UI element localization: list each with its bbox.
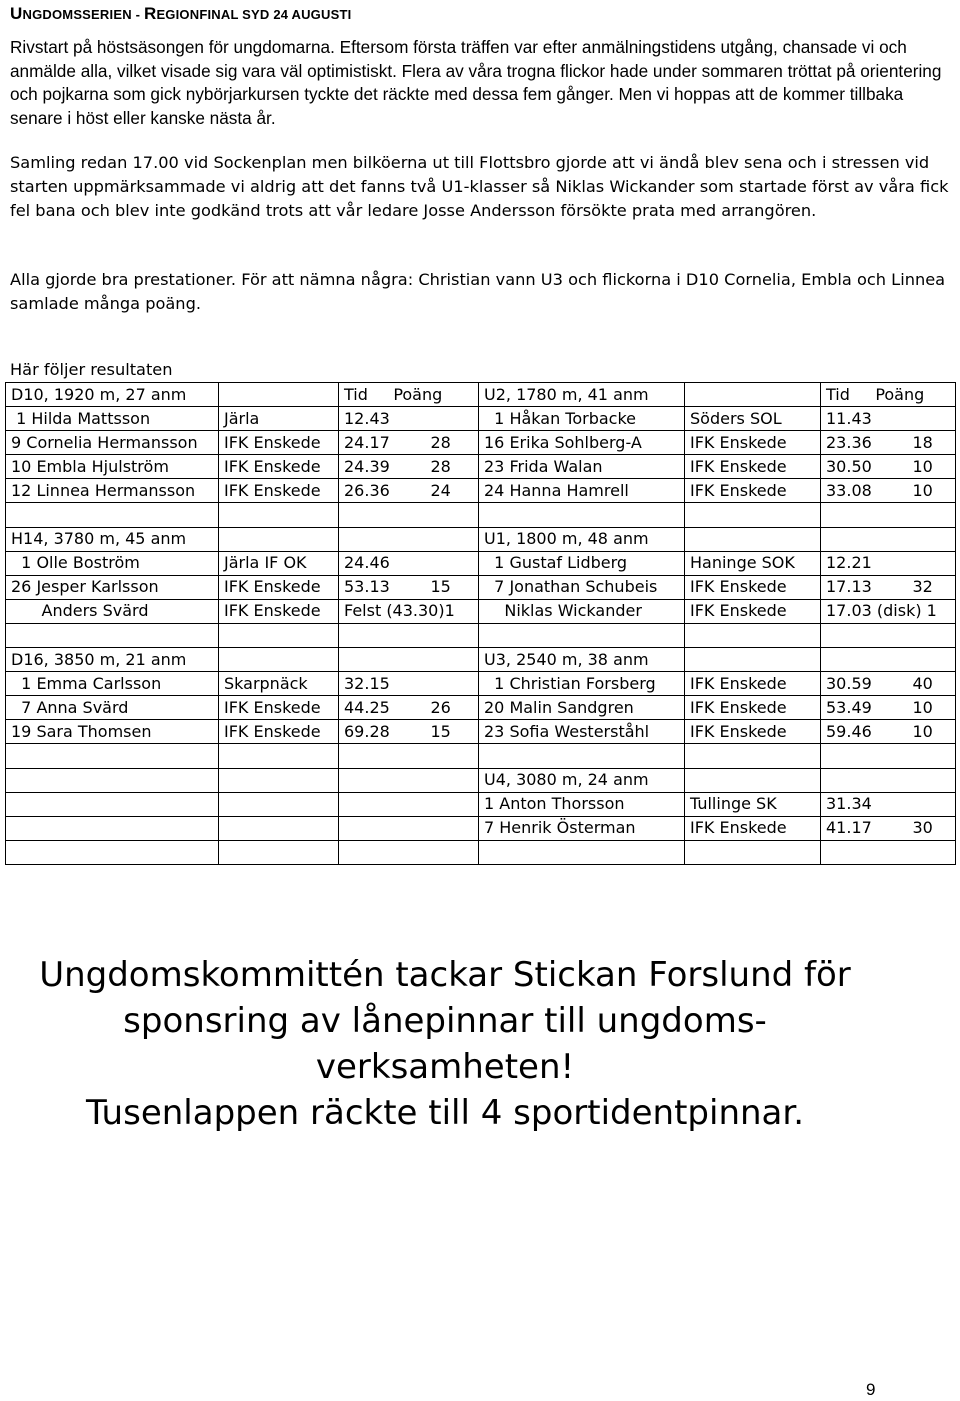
table-cell: Järla: [219, 407, 339, 431]
title-lead: U: [10, 4, 23, 23]
table-cell: [685, 744, 821, 768]
table-row: [6, 503, 956, 527]
footer-line-3: verksamheten!: [315, 1047, 575, 1087]
table-cell: IFK Enskede: [685, 672, 821, 696]
table-row: [6, 527, 956, 551]
table-cell: IFK Enskede: [685, 696, 821, 720]
table-cell: IFK Enskede: [685, 720, 821, 744]
table-cell: 30.59 40: [821, 672, 956, 696]
table-cell: D10, 1920 m, 27 anm: [6, 383, 219, 407]
table-row: [6, 623, 956, 647]
table-cell: 53.13 15: [339, 575, 479, 599]
table-cell: IFK Enskede: [685, 599, 821, 623]
table-cell: 26.36 24: [339, 479, 479, 503]
table-cell: 16 Erika Sohlberg-A: [479, 431, 685, 455]
table-cell: IFK Enskede: [219, 575, 339, 599]
table-cell: [339, 792, 479, 816]
table-row: [6, 696, 956, 720]
footer-line-4: Tusenlappen räckte till 4 sportidentpinnar.: [85, 1093, 805, 1133]
table-cell: 41.17 30: [821, 816, 956, 840]
table-cell: 7 Jonathan Schubeis: [479, 575, 685, 599]
table-cell: 9 Cornelia Hermansson: [6, 431, 219, 455]
table-cell: [479, 840, 685, 864]
table-cell: Niklas Wickander: [479, 599, 685, 623]
table-cell: [821, 623, 956, 647]
table-row: [6, 479, 956, 503]
table-cell: IFK Enskede: [219, 696, 339, 720]
table-cell: 59.46 10: [821, 720, 956, 744]
table-row: [6, 792, 956, 816]
table-cell: [6, 840, 219, 864]
table-cell: Järla IF OK: [219, 551, 339, 575]
table-cell: 1 Anton Thorsson: [479, 792, 685, 816]
table-cell: [219, 744, 339, 768]
table-cell: [6, 503, 219, 527]
table-cell: Skarpnäck: [219, 672, 339, 696]
table-cell: [6, 623, 219, 647]
table-cell: [685, 383, 821, 407]
table-cell: [685, 648, 821, 672]
table-cell: IFK Enskede: [219, 431, 339, 455]
table-row: [6, 816, 956, 840]
table-cell: [219, 383, 339, 407]
table-cell: [6, 768, 219, 792]
table-cell: [219, 792, 339, 816]
table-cell: 53.49 10: [821, 696, 956, 720]
table-cell: [339, 503, 479, 527]
table-cell: 12.43: [339, 407, 479, 431]
table-cell: IFK Enskede: [219, 599, 339, 623]
table-cell: [685, 503, 821, 527]
table-cell: U4, 3080 m, 24 anm: [479, 768, 685, 792]
table-cell: Söders SOL: [685, 407, 821, 431]
table-cell: IFK Enskede: [219, 479, 339, 503]
table-cell: [685, 840, 821, 864]
title-rest2: EGIONFINAL SYD 24 AUGUSTI: [156, 7, 352, 22]
table-cell: 20 Malin Sandgren: [479, 696, 685, 720]
table-cell: 12.21: [821, 551, 956, 575]
table-cell: IFK Enskede: [685, 431, 821, 455]
table-cell: [219, 527, 339, 551]
gathering-paragraph: Samling redan 17.00 vid Sockenplan men bilköerna ut till Flottsbro gjorde att vi ändå blev sena och i stressen vid starten uppmärksammade vi aldrig att det fanns två U1-klasser så Niklas Wickander som startade först av våra fick fel bana och blev inte godkänd trots att vår ledare Josse Andersson försökte prata med arrangören.: [10, 153, 949, 220]
table-cell: [6, 792, 219, 816]
table-cell: [685, 527, 821, 551]
table-cell: 7 Anna Svärd: [6, 696, 219, 720]
table-cell: 69.28 15: [339, 720, 479, 744]
table-cell: [219, 648, 339, 672]
results-table-body: [6, 383, 956, 865]
table-row: [6, 551, 956, 575]
table-cell: [479, 744, 685, 768]
table-cell: Haninge SOK: [685, 551, 821, 575]
intro-paragraph: Rivstart på höstsäsongen för ungdomarna. Eftersom första träffen var efter anmälningstidens utgång, chansade vi och anmälde alla, vilket visade sig vara väl optimistiskt. Flera av våra trogna flickor hade under sommaren tröttat på orientering och pojkarna som gick nybörjarkursen tyckte det räckte med dessa fem gånger. Men vi hoppas att de kommer tillbaka senare i höst eller kanske nästa år.: [10, 37, 942, 128]
table-cell: 1 Christian Forsberg: [479, 672, 685, 696]
table-cell: 17.03 (disk) 1: [821, 599, 956, 623]
table-row: [6, 599, 956, 623]
table-cell: 12 Linnea Hermansson: [6, 479, 219, 503]
performance-paragraph: Alla gjorde bra prestationer. För att nämna några: Christian vann U3 och flickorna i D10 Cornelia, Embla och Linnea samlade många poäng.: [10, 270, 946, 313]
table-cell: 1 Håkan Torbacke: [479, 407, 685, 431]
table-cell: Anders Svärd: [6, 599, 219, 623]
table-row: [6, 720, 956, 744]
table-row: [6, 455, 956, 479]
results-intro: Här följer resultaten: [10, 360, 173, 379]
table-cell: [821, 503, 956, 527]
table-cell: [219, 623, 339, 647]
table-cell: [821, 768, 956, 792]
table-cell: U3, 2540 m, 38 anm: [479, 648, 685, 672]
footer-message: [20, 952, 870, 1136]
table-cell: IFK Enskede: [219, 720, 339, 744]
table-row: [6, 407, 956, 431]
table-cell: 24 Hanna Hamrell: [479, 479, 685, 503]
table-cell: [685, 768, 821, 792]
table-cell: 1 Gustaf Lidberg: [479, 551, 685, 575]
table-cell: Tid Poäng: [821, 383, 956, 407]
table-cell: H14, 3780 m, 45 anm: [6, 527, 219, 551]
table-cell: Felst (43.30)1: [339, 599, 479, 623]
table-cell: IFK Enskede: [685, 816, 821, 840]
table-cell: 32.15: [339, 672, 479, 696]
table-cell: IFK Enskede: [685, 455, 821, 479]
table-cell: [479, 623, 685, 647]
table-cell: IFK Enskede: [685, 575, 821, 599]
table-row: [6, 768, 956, 792]
table-cell: 7 Henrik Österman: [479, 816, 685, 840]
table-cell: 10 Embla Hjulström: [6, 455, 219, 479]
table-row: [6, 575, 956, 599]
footer-line-2: sponsring av lånepinnar till ungdoms-: [123, 1001, 767, 1041]
table-cell: 1 Hilda Mattsson: [6, 407, 219, 431]
table-cell: U2, 1780 m, 41 anm: [479, 383, 685, 407]
table-cell: [479, 503, 685, 527]
footer-line-1: Ungdomskommittén tackar Stickan Forslund för: [39, 955, 851, 995]
table-cell: [6, 744, 219, 768]
table-cell: 26 Jesper Karlsson: [6, 575, 219, 599]
page-number: 9: [866, 1380, 876, 1399]
table-cell: [219, 840, 339, 864]
table-cell: D16, 3850 m, 21 anm: [6, 648, 219, 672]
table-cell: 33.08 10: [821, 479, 956, 503]
table-cell: [339, 768, 479, 792]
table-cell: U1, 1800 m, 48 anm: [479, 527, 685, 551]
table-cell: [339, 648, 479, 672]
table-row: [6, 744, 956, 768]
table-cell: [685, 623, 821, 647]
table-cell: 24.17 28: [339, 431, 479, 455]
table-cell: [6, 816, 219, 840]
table-row: [6, 383, 956, 407]
table-cell: 23 Sofia Westerståhl: [479, 720, 685, 744]
table-cell: 30.50 10: [821, 455, 956, 479]
title-rest: NGDOMSSERIEN -: [22, 7, 144, 22]
table-cell: 19 Sara Thomsen: [6, 720, 219, 744]
table-cell: [821, 744, 956, 768]
table-cell: IFK Enskede: [219, 455, 339, 479]
table-row: [6, 672, 956, 696]
table-row: [6, 431, 956, 455]
table-cell: 1 Olle Boström: [6, 551, 219, 575]
title-r: R: [143, 4, 157, 23]
table-cell: 24.39 28: [339, 455, 479, 479]
table-cell: [339, 816, 479, 840]
results-table: [5, 382, 956, 865]
table-cell: [821, 527, 956, 551]
table-cell: [339, 623, 479, 647]
table-cell: [219, 503, 339, 527]
table-cell: 31.34: [821, 792, 956, 816]
table-cell: [821, 840, 956, 864]
table-row: [6, 840, 956, 864]
table-cell: 17.13 32: [821, 575, 956, 599]
table-cell: 1 Emma Carlsson: [6, 672, 219, 696]
table-cell: [339, 840, 479, 864]
table-cell: 23.36 18: [821, 431, 956, 455]
table-cell: [821, 648, 956, 672]
table-cell: 11.43: [821, 407, 956, 431]
table-cell: Tid Poäng: [339, 383, 479, 407]
page-title: [10, 4, 351, 24]
table-cell: [339, 527, 479, 551]
table-cell: [219, 768, 339, 792]
table-cell: [219, 816, 339, 840]
table-row: [6, 648, 956, 672]
table-cell: 23 Frida Walan: [479, 455, 685, 479]
table-cell: IFK Enskede: [685, 479, 821, 503]
table-cell: Tullinge SK: [685, 792, 821, 816]
table-cell: [339, 744, 479, 768]
table-cell: 24.46: [339, 551, 479, 575]
table-cell: 44.25 26: [339, 696, 479, 720]
